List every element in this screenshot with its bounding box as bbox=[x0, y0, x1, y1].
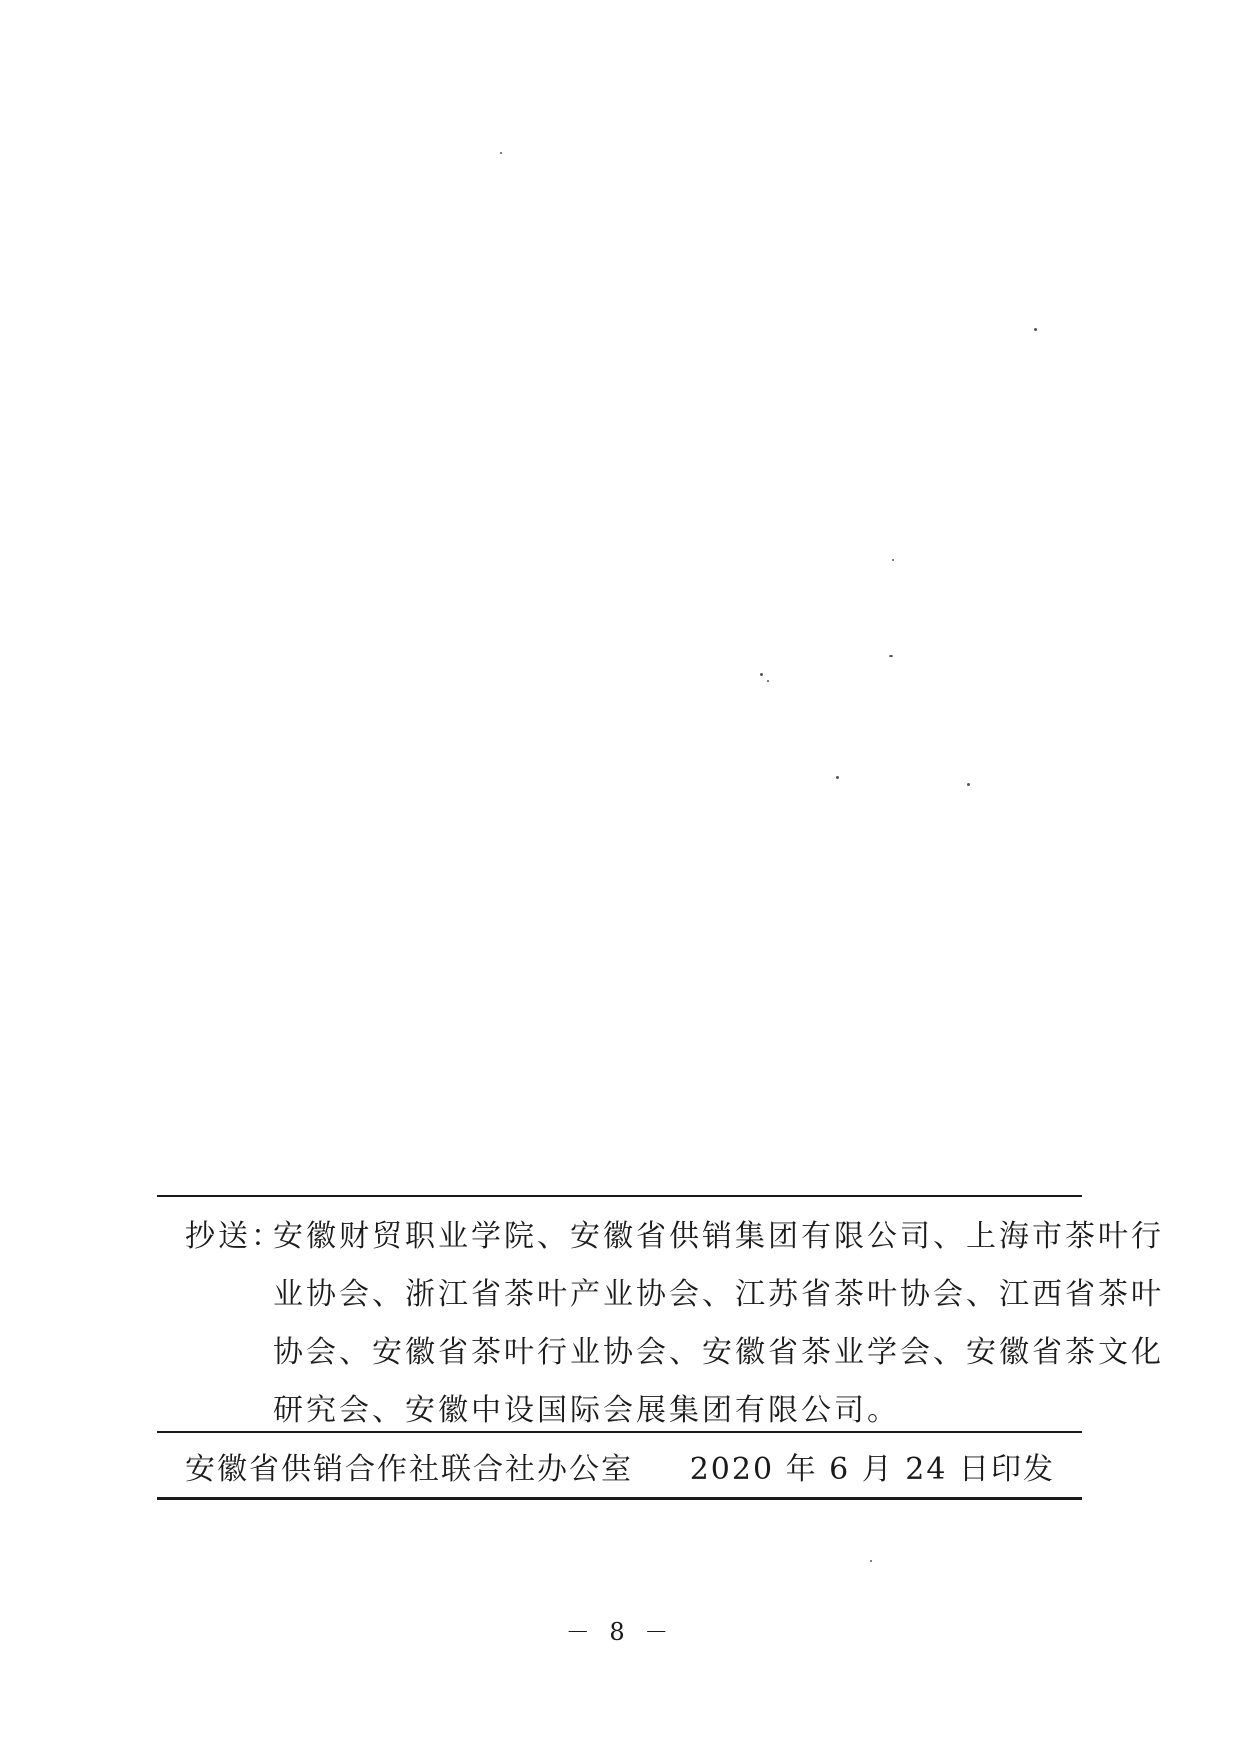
cc-recipients-line-3: 协会、安徽省茶叶行业协会、安徽省茶业学会、安徽省茶文化 bbox=[273, 1335, 1164, 1370]
scan-speck bbox=[967, 783, 970, 786]
top-divider bbox=[157, 1195, 1082, 1197]
bottom-divider bbox=[157, 1497, 1082, 1500]
cc-recipients-line-2: 业协会、浙江省茶叶产业协会、江苏省茶叶协会、江西省茶叶 bbox=[273, 1277, 1164, 1312]
scan-speck bbox=[767, 680, 769, 682]
scan-speck bbox=[836, 776, 839, 779]
page-number: － 8 － bbox=[565, 1618, 675, 1646]
cc-line bbox=[185, 1266, 1164, 1324]
issuing-office: 安徽省供销合作社联合社办公室 bbox=[185, 1452, 633, 1487]
cc-label: 抄送： bbox=[185, 1219, 284, 1254]
issue-date: 2020 年 6 月 24 日印发 bbox=[689, 1452, 1055, 1487]
cc-line bbox=[185, 1382, 1065, 1440]
cc-recipients-line-1: 安徽财贸职业学院、安徽省供销集团有限公司、上海市茶叶行 bbox=[273, 1219, 1164, 1254]
scan-speck bbox=[889, 655, 893, 657]
cc-line bbox=[185, 1208, 1164, 1266]
scan-speck bbox=[870, 1560, 872, 1562]
scan-speck bbox=[760, 673, 763, 676]
scan-speck bbox=[500, 152, 502, 154]
scan-speck bbox=[1034, 328, 1037, 331]
issuance-row bbox=[185, 1448, 1055, 1492]
cc-line bbox=[185, 1324, 1164, 1382]
scan-speck bbox=[892, 559, 894, 561]
cc-recipients-line-4: 研究会、安徽中设国际会展集团有限公司。 bbox=[273, 1393, 900, 1428]
cc-section bbox=[185, 1208, 1164, 1440]
